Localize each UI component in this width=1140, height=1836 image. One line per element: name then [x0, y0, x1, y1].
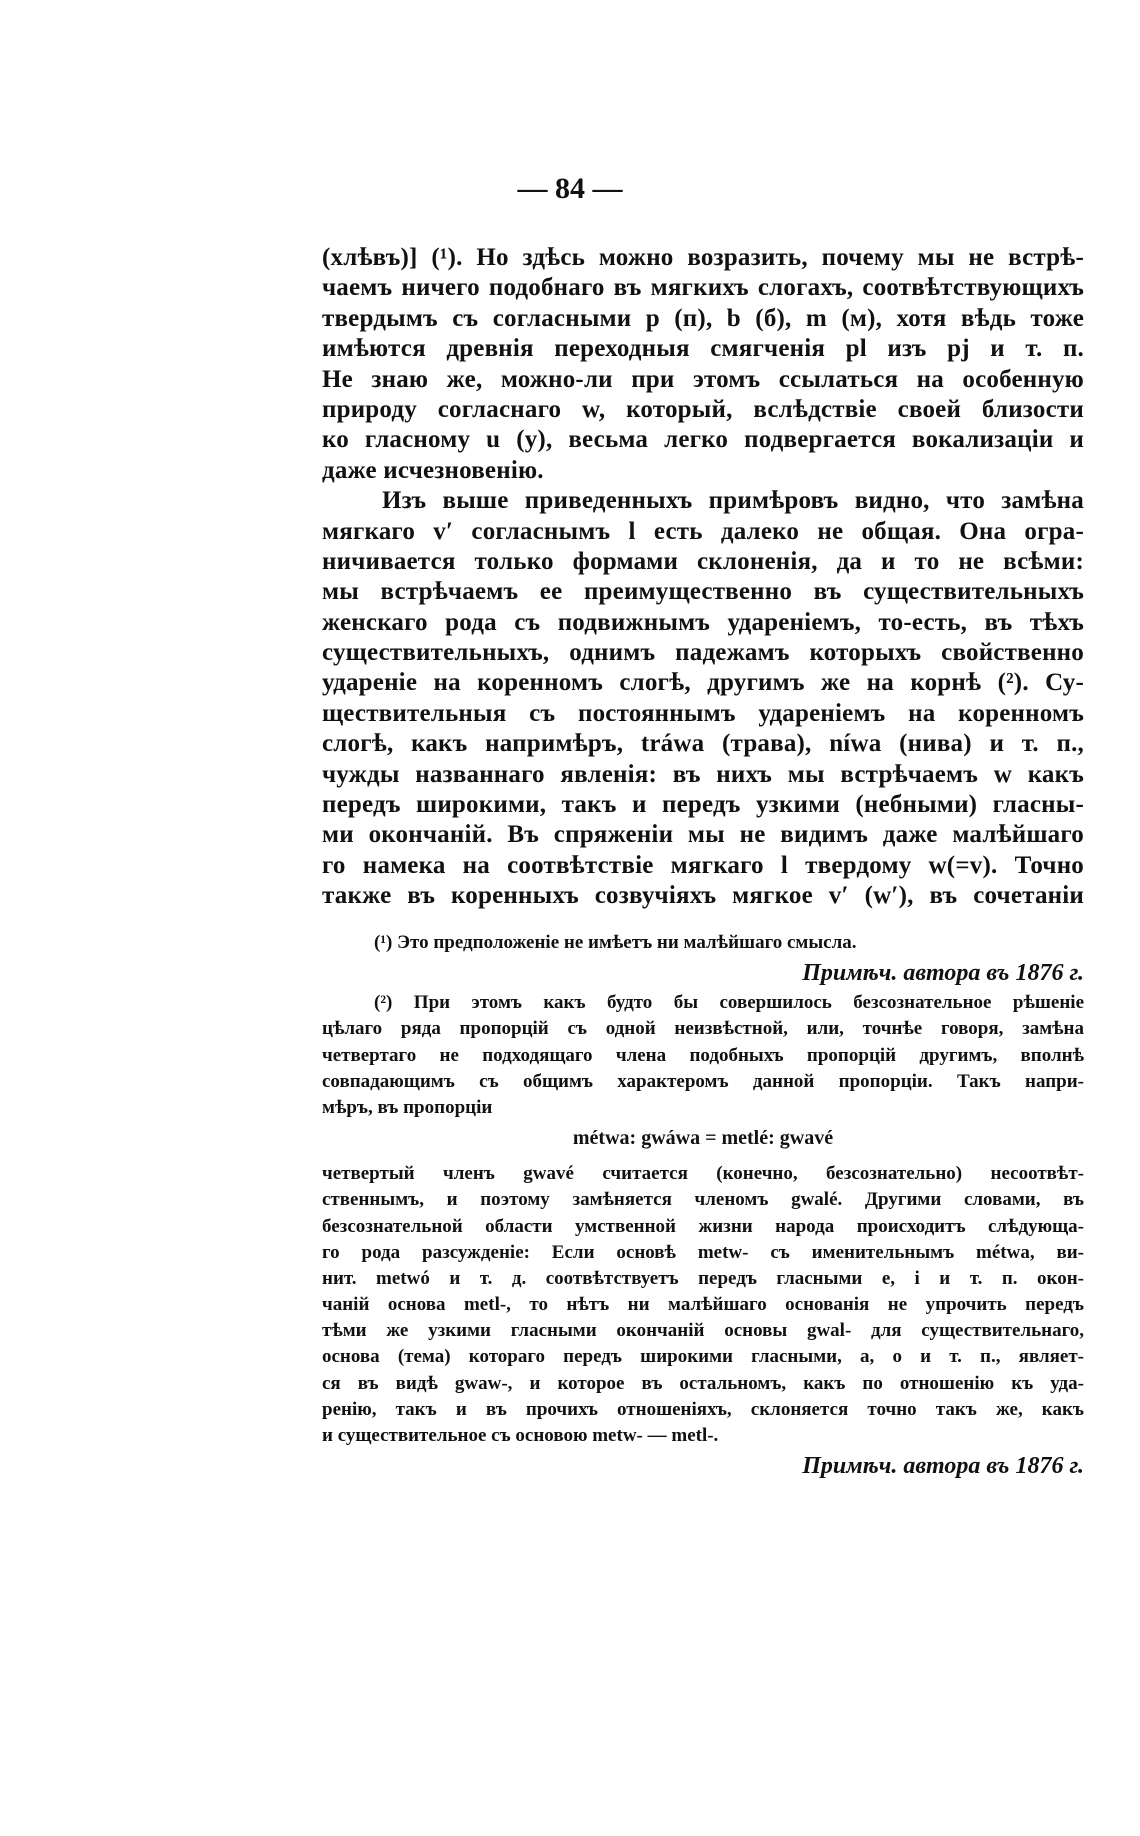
- main-line: даже исчезновенію.: [322, 456, 544, 484]
- footnote-2-line: совпадающимъ съ общимъ характеромъ данной пропорціи. Такъ напри-: [322, 1070, 1084, 1092]
- main-line: ко гласному u (у), весьма легко подвергается вокализаціи и: [322, 426, 1084, 454]
- footnote-2-line: мѣръ, въ пропорціи: [322, 1096, 493, 1118]
- footnote-2-line: четвертаго не подходящаго члена подобныхъ пропорцій другимъ, вполнѣ: [322, 1044, 1084, 1066]
- main-line: природу согласнаго w, который, вслѣдствіе своей близости: [322, 395, 1084, 423]
- main-line: удареніе на коренномъ слогѣ, другимъ же на корнѣ (²). Су-: [322, 669, 1084, 697]
- main-line: чаемъ ничего подобнаго въ мягкихъ слогахъ, соотвѣтствующихъ: [322, 274, 1084, 302]
- footnote-2-signature: Примѣч. автора въ 1876 г.: [802, 1453, 1084, 1480]
- footnote-2-formula: métwa: gwáwa = metlé: gwavé: [572, 1127, 834, 1150]
- footnote-2-line: (²) При этомъ какъ будто бы совершилось безсознательное рѣшеніе: [374, 992, 1084, 1014]
- main-line: мягкаго v′ согласнымъ l есть далеко не общая. Она огра-: [322, 517, 1084, 545]
- footnote-2-line: безсознательной области умственной жизни народа происходитъ слѣдующа-: [322, 1215, 1084, 1237]
- main-line: ничивается только формами склоненія, да и то не всѣми:: [322, 547, 1084, 575]
- main-line: ществительныя съ постояннымъ удареніемъ на коренномъ: [322, 699, 1084, 727]
- main-line: существительныхъ, однимъ падежамъ которыхъ свойственно: [322, 639, 1084, 667]
- footnote-2-line: чаній основа metl-, то нѣтъ ни малѣйшаго основанія не упрочить передъ: [322, 1294, 1084, 1316]
- footnote-2-line: ственнымъ, и поэтому замѣняется членомъ gwalé. Другими словами, въ: [322, 1189, 1084, 1211]
- main-line: имѣются древнія переходныя смягченія pl изъ pj и т. п.: [322, 335, 1084, 363]
- footnote-2-line: ренію, такъ и въ прочихъ отношеніяхъ, склоняется точно такъ же, какъ: [322, 1398, 1084, 1420]
- footnote-2-line: тѣми же узкими гласными окончаній основы gwal- для существительнаго,: [322, 1320, 1084, 1342]
- main-line: также въ коренныхъ созвучіяхъ мягкое v′ (w′), въ сочетаніи: [322, 882, 1084, 910]
- main-line: (хлѣвъ)] (¹). Но здѣсь можно возразить, почему мы не встрѣ-: [322, 244, 1084, 271]
- main-line: передъ широкими, такъ и передъ узкими (небными) гласны-: [322, 791, 1084, 819]
- main-line: чужды названнаго явленія: въ нихъ мы встрѣчаемъ w какъ: [322, 760, 1084, 788]
- main-line: ми окончаній. Въ спряженіи мы не видимъ даже малѣйшаго: [322, 821, 1084, 849]
- main-line: твердымъ съ согласными p (п), b (б), m (м), хотя вѣдь тоже: [322, 304, 1084, 332]
- main-text: [322, 243, 1084, 912]
- footnote-1-signature: Примѣч. автора въ 1876 г.: [802, 960, 1084, 987]
- main-line: Не знаю же, можно-ли при этомъ ссылаться на особенную: [322, 365, 1084, 393]
- main-line: го намека на соотвѣтствіе мягкаго l твердому w(=v). Точно: [322, 851, 1084, 879]
- footnote-2-line: и существительное съ основою metw- — metl-.: [322, 1425, 719, 1446]
- footnote-2-line: основа (тема) котораго передъ широкими гласными, a, o и т. п., являет-: [322, 1346, 1084, 1368]
- footnote-2-line: го рода разсужденіе: Если основѣ metw- съ именительнымъ métwa, ви-: [322, 1241, 1084, 1263]
- main-line: женскаго рода съ подвижнымъ удареніемъ, то-есть, въ тѣхъ: [322, 608, 1084, 636]
- footnote-2-line: цѣлаго ряда пропорцій съ одной неизвѣстной, или, точнѣе говоря, замѣна: [322, 1018, 1084, 1040]
- footnote-1-text: (¹) Это предположеніе не имѣетъ ни малѣйшаго смысла.: [374, 932, 857, 953]
- footnote-2-line: нит. metwó и т. д. соотвѣтствуетъ передъ гласными e, i и т. п. окон-: [322, 1267, 1084, 1289]
- paragraph-start-line: Изъ выше приведенныхъ примѣровъ видно, что замѣна: [382, 487, 1084, 515]
- main-line: слогѣ, какъ напримѣръ, tráwa (трава), níwa (нива) и т. п.,: [322, 730, 1084, 758]
- footnote-2-line: четвертый членъ gwavé считается (конечно, безсознательно) несоотвѣт-: [322, 1163, 1084, 1185]
- main-line: мы встрѣчаемъ ее преимущественно въ существительныхъ: [322, 578, 1084, 606]
- footnote-2-line: ся въ видѣ gwaw-, и которое въ остальномъ, какъ по отношенію къ уда-: [322, 1372, 1084, 1394]
- page-number: — 84 —: [517, 172, 623, 205]
- footnotes: [322, 930, 1084, 1483]
